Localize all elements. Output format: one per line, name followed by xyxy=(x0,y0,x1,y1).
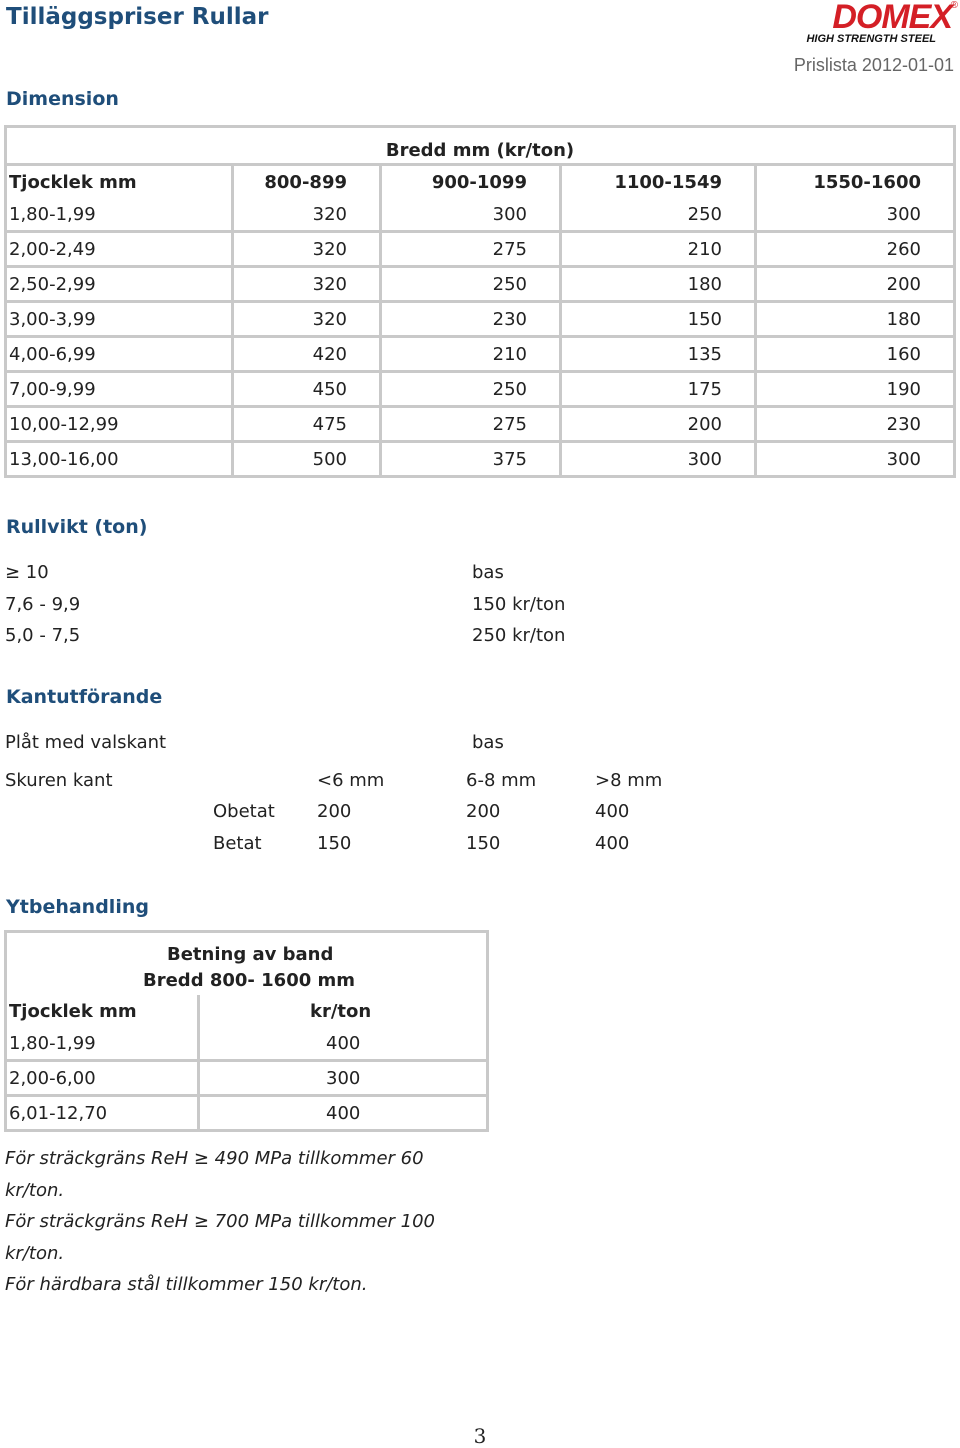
price-cell: 275 xyxy=(382,233,562,268)
cut-edge-row-label: Betat xyxy=(213,833,262,854)
table-row xyxy=(7,443,953,475)
roll-weight-range: ≥ 10 xyxy=(5,562,49,583)
price-cell: 420 xyxy=(234,338,382,373)
price-cell: 200 xyxy=(562,408,757,443)
column-header-width: 1100-1549 xyxy=(562,166,757,198)
thickness-cell: 2,00-2,49 xyxy=(7,233,234,268)
pricelist-date: Prislista 2012-01-01 xyxy=(793,55,954,75)
price-cell: 175 xyxy=(562,373,757,408)
price-cell: 300 xyxy=(757,198,953,233)
ytbehandling-heading: Ytbehandling xyxy=(6,896,149,918)
thickness-cell: 7,00-9,99 xyxy=(7,373,234,408)
column-header-width: 800-899 xyxy=(234,166,382,198)
price-cell: 320 xyxy=(234,233,382,268)
price-cell: 450 xyxy=(234,373,382,408)
surcharge-note: För sträckgräns ReH ≥ 490 MPa tillkommer 60 xyxy=(5,1148,424,1169)
ytbehandling-caption-1: Betning av band xyxy=(167,944,334,965)
cut-edge-label: Skuren kant xyxy=(5,770,113,791)
price-cell: 300 xyxy=(382,198,562,233)
logo-wordmark: DOMEX xyxy=(832,0,952,36)
dimension-heading: Dimension xyxy=(6,88,119,110)
price-cell: 210 xyxy=(382,338,562,373)
price-cell: 320 xyxy=(234,303,382,338)
surcharge-note: kr/ton. xyxy=(5,1179,65,1201)
thickness-cell: 1,80-1,99 xyxy=(7,1027,200,1062)
column-header-width: 900-1099 xyxy=(382,166,562,198)
dimension-table xyxy=(4,125,956,478)
thickness-cell: 10,00-12,99 xyxy=(7,408,234,443)
price-cell: 250 xyxy=(382,268,562,303)
plate-edge-label: Plåt med valskant xyxy=(5,732,167,753)
thickness-cell: 3,00-3,99 xyxy=(7,303,234,338)
price-cell: 275 xyxy=(382,408,562,443)
table-row xyxy=(7,198,953,233)
price-cell: 400 xyxy=(200,1027,486,1062)
page-title: Tilläggspriser Rullar xyxy=(6,4,269,30)
ytbehandling-col-thickness: Tjocklek mm xyxy=(7,995,200,1027)
price-cell: 250 xyxy=(562,198,757,233)
table-row xyxy=(7,1097,486,1129)
thickness-cell: 4,00-6,99 xyxy=(7,338,234,373)
ytbehandling-caption-2: Bredd 800- 1600 mm xyxy=(143,969,356,991)
price-cell: 320 xyxy=(234,198,382,233)
thickness-cell: 2,00-6,00 xyxy=(7,1062,200,1097)
price-cell: 300 xyxy=(200,1062,486,1097)
thickness-cell: 6,01-12,70 xyxy=(7,1097,200,1129)
cut-edge-price: 150 xyxy=(317,833,352,854)
price-cell: 230 xyxy=(757,408,953,443)
price-cell: 375 xyxy=(382,443,562,475)
ytbehandling-table xyxy=(4,930,489,1132)
column-header-width: 1550-1600 xyxy=(813,171,921,193)
price-cell: 475 xyxy=(234,408,382,443)
price-cell: 230 xyxy=(382,303,562,338)
ytbehandling-col-price: kr/ton xyxy=(310,1000,372,1022)
table-row xyxy=(7,233,953,268)
cut-edge-column-header: <6 mm xyxy=(317,770,385,791)
table-row xyxy=(7,303,953,338)
roll-weight-price: bas xyxy=(472,562,504,583)
page-number: 3 xyxy=(473,1424,487,1448)
price-cell: 135 xyxy=(562,338,757,373)
dimension-header-row xyxy=(7,166,953,198)
price-cell: 300 xyxy=(562,443,757,475)
cut-edge-price: 200 xyxy=(317,801,352,822)
cut-edge-column-header: >8 mm xyxy=(595,770,663,791)
surcharge-note: kr/ton. xyxy=(5,1242,65,1264)
cut-edge-row-label: Obetat xyxy=(213,801,275,822)
roll-weight-price: 150 kr/ton xyxy=(472,593,566,615)
price-cell: 320 xyxy=(234,268,382,303)
price-cell: 150 xyxy=(562,303,757,338)
roll-weight-range: 7,6 - 9,9 xyxy=(5,593,81,615)
cut-edge-column-header: 6-8 mm xyxy=(466,770,537,791)
plate-edge-value: bas xyxy=(472,732,504,753)
cut-edge-price: 150 xyxy=(466,833,501,854)
table-row xyxy=(7,268,953,303)
surcharge-note: För härdbara stål tillkommer 150 kr/ton. xyxy=(5,1274,368,1295)
price-cell: 160 xyxy=(757,338,953,373)
price-cell: 180 xyxy=(562,268,757,303)
thickness-cell: 2,50-2,99 xyxy=(7,268,234,303)
cut-edge-price: 400 xyxy=(595,801,630,822)
price-cell: 300 xyxy=(886,448,921,470)
table-row xyxy=(7,1027,486,1062)
table-row xyxy=(7,338,953,373)
column-header-thickness: Tjocklek mm xyxy=(7,166,234,198)
roll-weight-price: 250 kr/ton xyxy=(472,625,566,646)
price-cell: 500 xyxy=(234,443,382,475)
thickness-cell: 13,00-16,00 xyxy=(7,443,234,475)
price-cell: 250 xyxy=(382,373,562,408)
price-cell: 200 xyxy=(757,268,953,303)
logo-tagline: HIGH STRENGTH STEEL xyxy=(806,33,936,45)
table-row xyxy=(7,408,953,443)
cut-edge-price: 400 xyxy=(595,833,630,854)
price-cell: 260 xyxy=(757,233,953,268)
kantutforande-heading: Kantutförande xyxy=(6,686,163,708)
price-cell: 180 xyxy=(757,303,953,338)
domex-logo xyxy=(802,0,958,48)
registered-mark: ® xyxy=(950,0,958,11)
table-row xyxy=(7,1062,486,1097)
price-cell: 400 xyxy=(326,1102,361,1124)
roll-weight-range: 5,0 - 7,5 xyxy=(5,625,81,646)
price-cell: 210 xyxy=(562,233,757,268)
thickness-cell: 1,80-1,99 xyxy=(7,198,234,233)
surcharge-note: För sträckgräns ReH ≥ 700 MPa tillkommer 100 xyxy=(5,1211,436,1232)
price-cell: 190 xyxy=(757,373,953,408)
rullvikt-heading: Rullvikt (ton) xyxy=(6,516,148,538)
cut-edge-price: 200 xyxy=(466,801,501,822)
dimension-caption: Bredd mm (kr/ton) xyxy=(7,128,953,166)
table-row xyxy=(7,373,953,408)
